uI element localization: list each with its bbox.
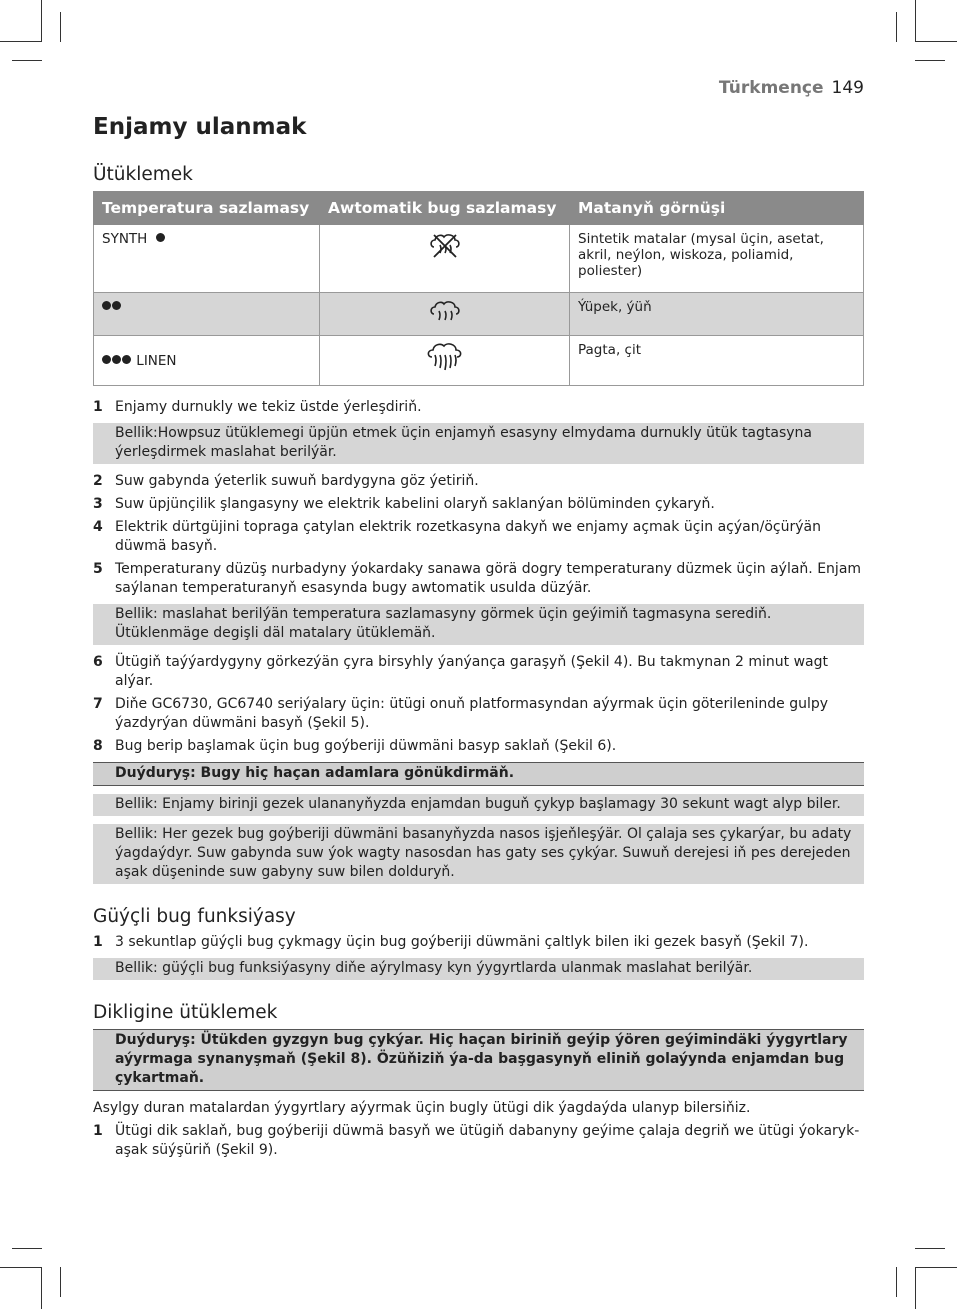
dot-icon — [156, 233, 165, 242]
list-item: 4 Elektrik dürtgüjini topraga çatylan elektrik rozetkasyna dakyň we enjamy açmak üçin açýan/öçürýän düwmä basyň. — [93, 519, 821, 554]
language-label: Türkmençe — [718, 78, 824, 98]
list-item: 3 Suw üpjünçilik şlangasyny we elektrik kabelini olaryň saklanýan bölüminden çykaryň. — [93, 496, 715, 512]
fabric-cell: Ýüpek, ýüň — [570, 293, 864, 336]
page-title: Enjamy ulanmak — [93, 114, 307, 140]
page-number: 149 — [831, 78, 864, 98]
temp-setting-cell — [94, 293, 320, 336]
settings-table — [93, 191, 864, 386]
steam-cell — [320, 336, 570, 386]
temp-setting-cell — [94, 336, 320, 386]
warning-box: Duýduryş: Bugy hiç haçan adamlara gönükdirmäň. — [93, 762, 864, 786]
fabric-cell: Sintetik matalar (mysal üçin, asetat, akril, neýlon, wiskoza, poliamid, poliester) — [570, 225, 864, 293]
steam-cell — [320, 293, 570, 336]
dot-icon — [112, 355, 121, 364]
list-item: 2 Suw gabynda ýeterlik suwuň bardygyna göz ýetiriň. — [93, 473, 479, 489]
steam-medium-icon — [428, 299, 462, 325]
page-content — [93, 114, 864, 1164]
dot-icon — [102, 301, 111, 310]
list-item: 8 Bug berip başlamak üçin bug goýberiji düwmäni basyp saklaň (Şekil 6). — [93, 738, 617, 754]
note-box: Bellik: Her gezek bug goýberiji düwmäni basanyňyzda nasos işjeňleşýär. Ol çalaja ses çykarýar, bu adaty ýagdaýdyr. Suw gabynda suw ýok wagty nasosdan has gaty ses çykýar. Suwuň derejesi iň pes derejeden aşak düşeninde suw gabyny suw bilen dolduryň. — [93, 824, 864, 884]
steam-cell — [320, 225, 570, 293]
note-box: Bellik:Howpsuz ütüklemegi üpjün etmek üçin enjamyň esasyny elmydama durnukly ütük tagtasyna ýerleşdirmek maslahat berilýär. — [93, 423, 864, 464]
list-item: 1 Ütügi dik saklaň, bug goýberiji düwmä basyň we ütügiň dabanyny geýime çalaja degriň we ütügi ýokaryk-aşak süýşüriň (Şekil 9). — [93, 1123, 860, 1158]
fabric-cell: Pagta, çit — [570, 336, 864, 386]
dot-icon — [122, 355, 131, 364]
section-heading-burst-steam: Güýçli bug funksiýasy — [93, 906, 296, 927]
paragraph: Asylgy duran matalardan ýygyrtlary aýyrmak üçin bugly ütügi dik ýagdaýda ulanyp bilersiňiz. — [93, 1100, 751, 1116]
temp-label: SYNTH — [102, 231, 148, 247]
table-row — [94, 336, 864, 386]
steam-off-icon — [428, 231, 462, 259]
list-item: 7 Diňe GC6730, GC6740 seriýalary üçin: ütügi onuň platformasyndan aýyrmak üçin göterileninde gulpy ýazdyrýan düwmäni basyň (Şekil 5). — [93, 696, 829, 731]
dot-icon — [112, 301, 121, 310]
dot-icon — [102, 355, 111, 364]
temp-setting-cell — [94, 225, 320, 293]
temp-label: LINEN — [136, 352, 177, 369]
page-header — [719, 78, 864, 98]
list-item: 5 Temperaturany düzüş nurbadyny ýokardaky sanawa görä dogry temperaturany düzmek üçin aýlaň. Enjam saýlanan temperaturanyň esasynda bugy awtomatik usulda düzýär. — [93, 561, 862, 596]
table-header: Matanyň görnüşi — [570, 192, 864, 225]
section-heading-vertical-ironing: Dikligine ütüklemek — [93, 1002, 278, 1023]
list-item: 1 3 sekuntlap güýçli bug çykmagy üçin bug goýberiji düwmäni çaltlyk bilen iki gezek basyň (Şekil 7). — [93, 934, 809, 950]
list-item: 1 Enjamy durnukly we tekiz üstde ýerleşdiriň. — [93, 399, 422, 415]
table-row — [94, 225, 864, 293]
section-heading-ironing: Ütüklemek — [93, 164, 193, 185]
note-box: Bellik: güýçli bug funksiýasyny diňe aýrylmasy kyn ýygyrtlarda ulanmak maslahat berilýär. — [93, 958, 864, 980]
note-box: Bellik: Enjamy birinji gezek ulananyňyzda enjamdan buguň çykyp başlamagy 30 sekunt wagt alyp biler. — [93, 794, 864, 816]
table-header: Temperatura sazlamasy — [94, 192, 320, 225]
list-item: 6 Ütügiň taýýardygyny görkezýän çyra birsyhly ýanýança garaşyň (Şekil 4). Bu takmynan 2 minut wagt alýar. — [93, 654, 828, 689]
table-row — [94, 293, 864, 336]
note-box: Bellik: maslahat berilýän temperatura sazlamasyny görmek üçin geýimiň tagmasyna serediň. Ütüklenmäge degişli däl matalary ütüklemäň. — [93, 604, 864, 645]
table-header: Awtomatik bug sazlamasy — [320, 192, 570, 225]
warning-box: Duýduryş: Ütükden gyzgyn bug çykýar. Hiç haçan biriniň geýip ýören geýimindäki ýygyrtlary aýyrmaga synanyşmaň (Şekil 8). Özüňiziň ýa-da başgasynyň eliniň golaýynda enjamdan bug çykartmaň. — [93, 1029, 864, 1091]
steam-max-icon — [425, 342, 465, 374]
